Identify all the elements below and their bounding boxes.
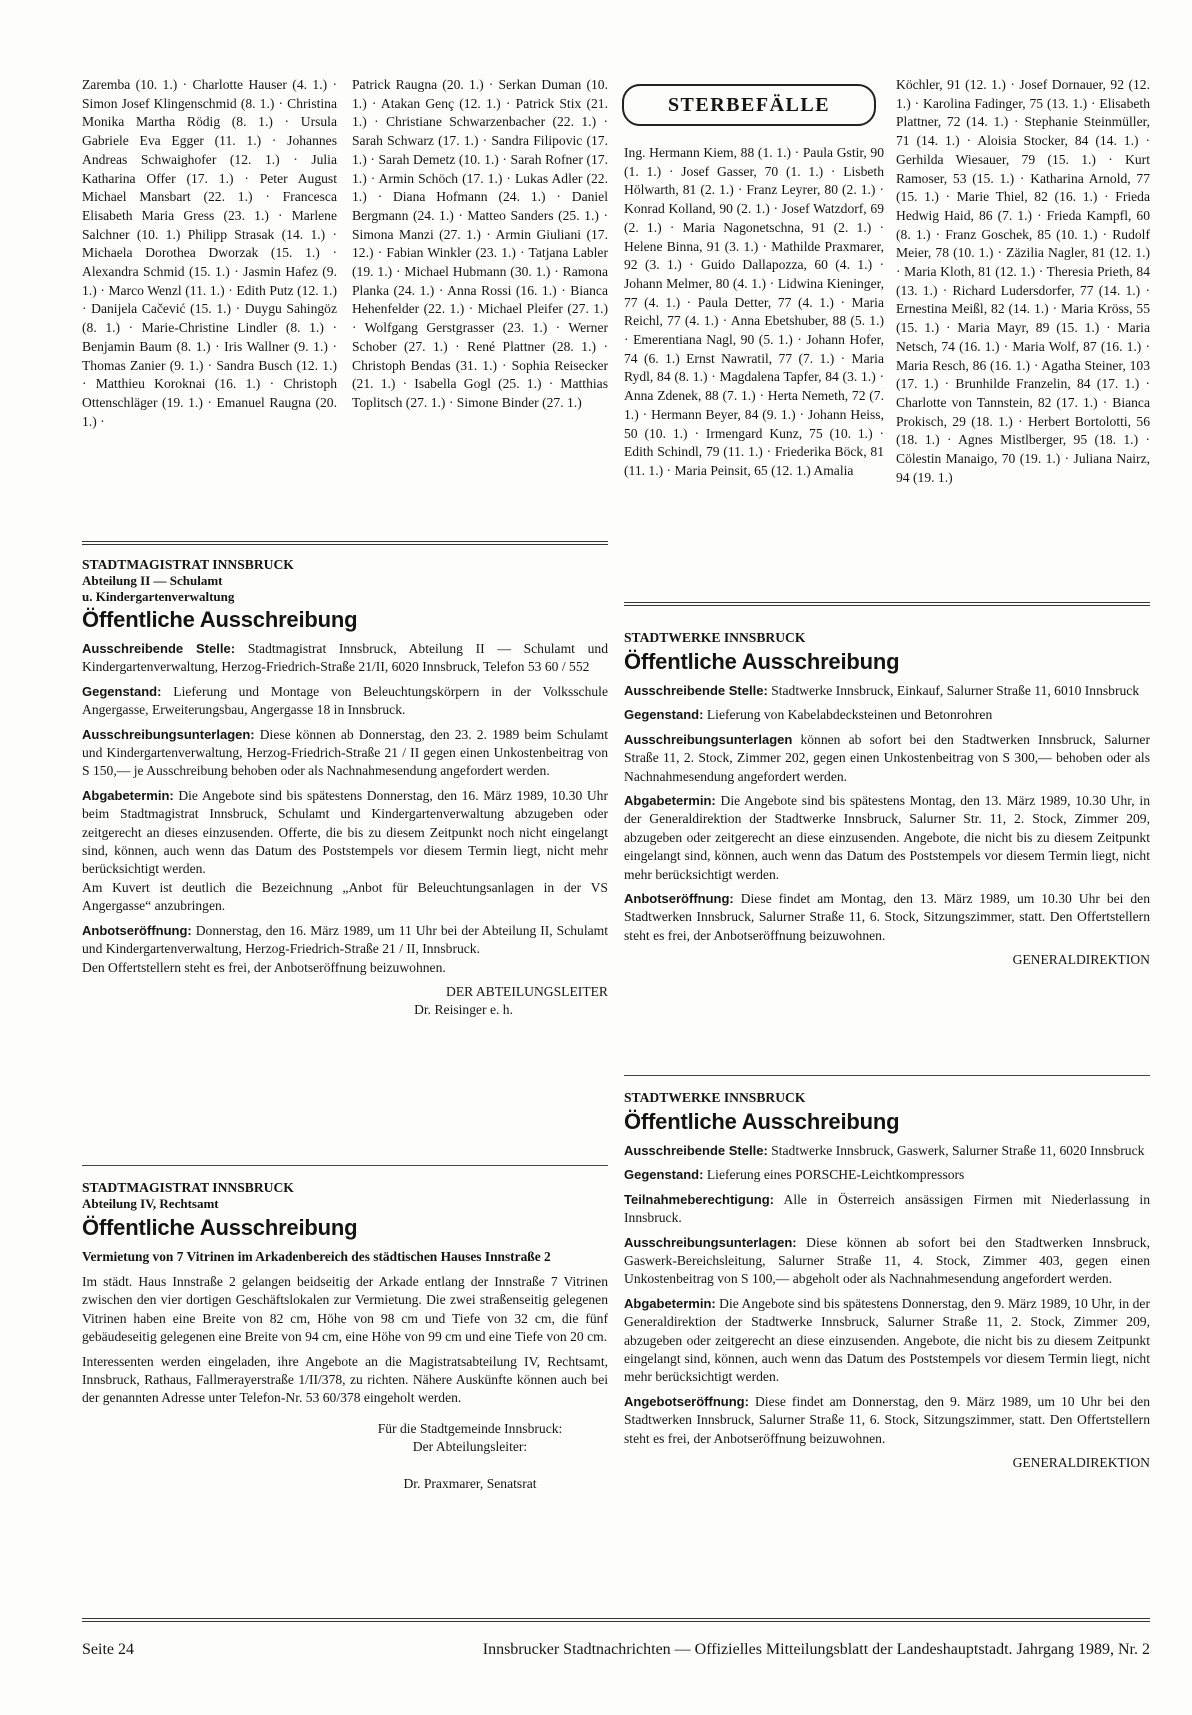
paragraph: Abgabetermin: Die Angebote sind bis spätestens Donnerstag, den 16. März 1989, 10.30 Uhr beim Stadtmagistrat Innsbruck, Schulamt und Kindergartenverwaltung abzugeben oder zeitgerecht an dieses einzusenden. Offerte, die bis zu diesem Zeitpunkt noch nicht eingelangt sind, können, auch wenn das Datum des Poststempels vor diesem Termin liegt, nicht mehr berücksichtigt werden. xyxy=(82,787,608,877)
divider xyxy=(624,1075,1150,1076)
paragraph: Im städt. Haus Innstraße 2 gelangen beidseitig der Arkade entlang der Innstraße 7 Vitrinen zwischen den vier dortigen Geschäftslokalen zur Vermietung. Die zwei straßenseitig gelegenen Vitrinen haben eine Breite von 82 cm, Höhe von 98 cm und Tiefe von 32 cm, die fünf gebäudeseitig gelegenen eine Breite von 94 cm, eine Höhe von 99 cm und eine Tiefe von 20 cm. xyxy=(82,1274,608,1345)
tender-stadtwerke-einkauf xyxy=(624,630,1150,970)
section-org: STADTMAGISTRAT INNSBRUCK xyxy=(82,557,294,572)
divider xyxy=(82,1165,608,1166)
section-title: Öffentliche Ausschreibung xyxy=(624,649,900,674)
tender-stadtwerke-gaswerk xyxy=(624,1090,1150,1473)
paragraph: Interessenten werden eingeladen, ihre Angebote an die Magistratsabteilung IV, Rechtsamt, Innsbruck, Rathaus, Fallmerayerstraße 1/II/378, zu richten. Nähere Auskünfte können auch bei der genannten Adresse unter Telefon-Nr. 53 60/378 eingeholt werden. xyxy=(82,1353,608,1406)
footer-rule xyxy=(82,1618,1150,1622)
section-org: STADTMAGISTRAT INNSBRUCK xyxy=(82,1180,294,1195)
section-title: Öffentliche Ausschreibung xyxy=(82,607,358,632)
section-title: Öffentliche Ausschreibung xyxy=(82,1214,358,1240)
paragraph: Den Offertstellern steht es frei, der Anbotseröffnung beizuwohnen. xyxy=(82,959,446,975)
paragraph: Ausschreibende Stelle: Stadtwerke Innsbruck, Einkauf, Salurner Straße 11, 6010 Innsbruck xyxy=(624,683,1140,698)
paragraph: Abgabetermin: Die Angebote sind bis spätestens Donnerstag, den 9. März 1989, 10 Uhr, in der Generaldirektion der Stadtwerke Innsbruck, Salurner Straße 11, 2. Stock, Zimmer 209, abzugeben oder zeitgerecht an diese einzusenden. Angebote, die nicht bis zu diesem Zeitpunkt eingelangt sind, können, auch wenn das Datum des Poststempels vor diesem Termin liegt, nicht mehr berücksichtigt werden. xyxy=(624,1295,1150,1385)
masthead: Innsbrucker Stadtnachrichten — Offizielles Mitteilungsblatt der Landeshauptstadt. Jahrgang 1989, Nr. 2 xyxy=(482,1641,1150,1658)
paragraph: Gegenstand: Lieferung von Kabelabdecksteinen und Betonrohren xyxy=(624,707,993,723)
paragraph: Anbotseröffnung: Donnerstag, den 16. März 1989, um 11 Uhr bei der Abteilung II, Schulamt und Kindergartenverwaltung, Herzog-Friedrich-Straße 21 / II, Innsbruck. xyxy=(82,922,608,957)
paragraph: Ausschreibungsunterlagen: Diese können ab Donnerstag, den 23. 2. 1989 beim Schulamt und Kindergartenverwaltung, Herzog-Friedrich-Straße 21 / II gegen einen Unkostenbeitrag von S 150,— je Ausschreibung behoben oder als Nachnahmesendung angefordert werden. xyxy=(82,726,608,779)
divider xyxy=(82,541,608,545)
section-subject: Vermietung von 7 Vitrinen im Arkadenbereich des städtischen Hauses Innstraße 2 xyxy=(82,1248,551,1264)
signature: Für die Stadtgemeinde Innsbruck: Der Abteilungsleiter: Dr. Praxmarer, Senatsrat xyxy=(377,1420,563,1491)
section-dept-2: u. Kindergartenverwaltung xyxy=(82,588,235,604)
paragraph: Gegenstand: Lieferung und Montage von Beleuchtungskörpern in der Volksschule Angergasse, Erweiterungsbau, Angergasse 18 in Innsbruck. xyxy=(82,683,608,718)
tender-rechtsamt xyxy=(82,1180,608,1493)
paragraph: Am Kuvert ist deutlich die Bezeichnung „Anbot für Beleuchtungsanlagen in der VS Angergasse“ anzubringen. xyxy=(82,879,608,914)
signature: GENERALDIREKTION xyxy=(1012,1455,1150,1471)
paragraph: Teilnahmeberechtigung: Alle in Österreich ansässigen Firmen mit Niederlassung in Innsbruck. xyxy=(624,1191,1150,1226)
paragraph: Ausschreibende Stelle: Stadtmagistrat Innsbruck, Abteilung II — Schulamt und Kindergartenverwaltung, Herzog-Friedrich-Straße 21/II, 6020 Innsbruck, Telefon 53 60 / 552 xyxy=(82,641,608,675)
deaths-column-2: Köchler, 91 (12. 1.) · Josef Dornauer, 92 (12. 1.) · Karolina Fadinger, 75 (13. 1.) · Elisabeth Plattner, 72 (14. 1.) · Stephanie Steinmüller, 71 (14. 1.) · Aloisia Stocker, 84 (14. 1.) · Gerhilda Wiesauer, 79 (15. 1.) · Kurt Ramoser, 53 (15. 1.) · Katharina Arnold, 77 (15. 1.) · Marie Thiel, 82 (16. 1.) · Frieda Hedwig Haid, 86 (7. 1.) · Frieda Kampfl, 60 (8. 1.) · Franz Goschek, 85 (10. 1.) · Rudolf Meier, 78 (10. 1.) · Zäzilia Nagler, 81 (12. 1.) · Maria Kloth, 81 (12. 1.) · Theresia Prieth, 84 (13. 1.) · Richard Ludersdorfer, 77 (14. 1.) · Ernestina Meißl, 82 (14. 1.) · Maria Kröss, 55 (15. 1.) · Maria Mayr, 89 (15. 1.) · Maria Netsch, 74 (16. 1.) · Maria Wolf, 87 (16. 1.) · Maria Resch, 86 (16. 1.) · Agatha Steiner, 103 (17. 1.) · Brunhilde Franzelin, 84 (17. 1.) · Charlotte von Tannstein, 82 (17. 1.) · Bianca Prokisch, 29 (18. 1.) · Herbert Bortolotti, 56 (18. 1.) · Agnes Mistlberger, 95 (18. 1.) · Cölestin Manaigo, 70 (19. 1.) · Juliana Nairz, 94 (19. 1.) xyxy=(896,77,1150,485)
paragraph: Abgabetermin: Die Angebote sind bis spätestens Montag, den 13. März 1989, 10.30 Uhr, in der Generaldirektion der Stadtwerke Innsbruck, Salurner Str. 11, 2. Stock, Zimmer 209, abzugeben oder zeitgerecht an diese einzusenden. Angebote, die nicht bis zu diesem Zeitpunkt eingelangt sind, können, auch wenn das Datum des Poststempels vor diesem Termin liegt, nicht mehr berücksichtigt werden. xyxy=(624,793,1150,882)
section-dept: Abteilung II — Schulamt xyxy=(82,573,223,588)
paragraph: Gegenstand: Lieferung eines PORSCHE-Leichtkompressors xyxy=(624,1167,965,1183)
page-number: Seite 24 xyxy=(82,1641,134,1658)
paragraph: Ausschreibungsunterlagen können ab sofort bei den Stadtwerken Innsbruck, Salurner Straße 11, 2. Stock, Zimmer 202, gegen einen Unkostenbeitrag von S 300,— behoben oder als Nachnahmesendung angefordert werden. xyxy=(624,731,1150,784)
births-column-2: Patrick Raugna (20. 1.) · Serkan Duman (10. 1.) · Atakan Genç (12. 1.) · Patrick Stix (21. 1.) · Christiane Schwarzenbacher (22. 1.) · Sarah Schwarz (17. 1.) · Sandra Filipovic (17. 1.) · Sarah Demetz (10. 1.) · Sarah Rofner (17. 1.) · Armin Schöch (17. 1.) · Lukas Adler (22. 1.) · Diana Hofmann (24. 1.) · Daniel Bergmann (24. 1.) · Matteo Sanders (25. 1.) · Simona Manzi (27. 1.) · Armin Giuliani (17. 12.) · Fabian Winkler (23. 1.) · Tatjana Labler (19. 1.) · Michael Hubmann (30. 1.) · Ramona Planka (24. 1.) · Anna Rossi (16. 1.) · Bianca Hehenfelder (22. 1.) · Michael Pleifer (27. 1.) · Wolfgang Gerstgrasser (23. 1.) · Werner Schober (27. 1.) · René Plattner (28. 1.) · Christoph Bendas (31. 1.) · Sophia Reisecker (21. 1.) · Isabella Gogl (25. 1.) · Matthias Toplitsch (27. 1.) · Simone Binder (27. 1.) xyxy=(352,77,608,410)
divider xyxy=(624,602,1150,606)
paragraph: Angebotseröffnung: Diese findet am Donnerstag, den 9. März 1989, um 10 Uhr bei den Stadtwerken Innsbruck, Salurner Straße 11, 6. Stock, Sitzungszimmer, statt. Den Offertstellern steht es frei, der Anbotseröffnung beizuwohnen. xyxy=(624,1393,1150,1446)
signature: GENERALDIREKTION xyxy=(1012,952,1150,968)
section-org: STADTWERKE INNSBRUCK xyxy=(624,630,806,645)
section-dept: Abteilung IV, Rechtsamt xyxy=(82,1196,219,1211)
paragraph: Ausschreibungsunterlagen: Diese können ab sofort bei den Stadtwerken Innsbruck, Gaswerk-Bereichsleitung, Salurner Straße 11, 4. Stock, Zimmer 403, gegen einen Unkostenbeitrag von S 100,— abgeholt oder als Nachnahmesendung angefordert werden. xyxy=(624,1234,1150,1287)
section-title: Öffentliche Ausschreibung xyxy=(624,1109,900,1134)
paragraph: Anbotseröffnung: Diese findet am Montag, den 13. März 1989, um 10.30 Uhr bei den Stadtwerken Innsbruck, Salurner Straße 11, 6. Stock, Sitzungszimmer, statt. Den Offertstellern steht es frei, der Anbotseröffnung beizuwohnen. xyxy=(624,891,1150,943)
section-org: STADTWERKE INNSBRUCK xyxy=(624,1090,806,1105)
deaths-column-1: Ing. Hermann Kiem, 88 (1. 1.) · Paula Gstir, 90 (1. 1.) · Josef Gasser, 70 (1. 1.) · Lisbeth Hölwarth, 81 (2. 1.) · Franz Leyrer, 80 (2. 1.) · Konrad Kolland, 90 (2. 1.) · Josef Watzdorf, 69 (2. 1.) · Maria Nagonetschna, 91 (2. 1.) · Helene Binna, 91 (3. 1.) · Mathilde Praxmarer, 92 (3. 1.) · Guido Dallapozza, 60 (4. 1.) · Johann Melmer, 80 (4. 1.) · Lidwina Kieninger, 77 (4. 1.) · Paula Detter, 77 (4. 1.) · Maria Reichl, 77 (4. 1.) · Anna Ebetshuber, 88 (5. 1.) · Emerentiana Nagl, 90 (5. 1.) · Johann Hofer, 74 (6. 1.) Ernst Nawratil, 77 (7. 1.) · Maria Rydl, 84 (8. 1.) · Magdalena Tapfer, 84 (3. 1.) · Anna Zdenek, 88 (7. 1.) · Herta Nemeth, 72 (7. 1.) · Hermann Beyer, 84 (9. 1.) · Johann Heiss, 50 (10. 1.) · Irmengard Kunz, 75 (10. 1.) · Edith Schindl, 79 (11. 1.) · Friederika Böck, 81 (11. 1.) · Maria Peinsit, 65 (12. 1.) Amalia xyxy=(624,145,884,478)
births-column-1: Zaremba (10. 1.) · Charlotte Hauser (4. 1.) · Simon Josef Klingenschmid (8. 1.) · Christina Monika Martha Rödig (8. 1.) · Ursula Gabriele Eva Egger (11. 1.) · Johannes Andreas Schwaighofer (12. 1.) · Julia Katharina Offer (17. 1.) · Peter August Michael Mansbart (22. 1.) · Francesca Elisabeth Maria Gress (23. 1.) · Marlene Salchner (10. 1.) Philipp Strasak (14. 1.) · Michaela Dorothea Dworzak (15. 1.) · Alexandra Schmid (15. 1.) · Jasmin Hafez (9. 1.) · Marco Wenzl (11. 1.) · Edith Putz (12. 1.) · Danijela Cačević (15. 1.) · Duygu Sahingöz (8. 1.) · Marie-Christine Lindler (8. 1.) · Benjamin Baum (8. 1.) · Iris Wallner (9. 1.) · Thomas Zanier (9. 1.) · Sandra Busch (12. 1.) · Matthieu Koroknai (16. 1.) · Christoph Ottenschläger (19. 1.) · Emanuel Raugna (20. 1.) · xyxy=(82,77,337,429)
sterbefaelle-heading: STERBEFÄLLE xyxy=(622,84,876,126)
paragraph: Ausschreibende Stelle: Stadtwerke Innsbruck, Gaswerk, Salurner Straße 11, 6020 Innsbruck xyxy=(624,1143,1145,1158)
signature: DER ABTEILUNGSLEITER Dr. Reisinger e. h. xyxy=(414,983,608,1018)
tender-schulamt xyxy=(82,557,608,1020)
